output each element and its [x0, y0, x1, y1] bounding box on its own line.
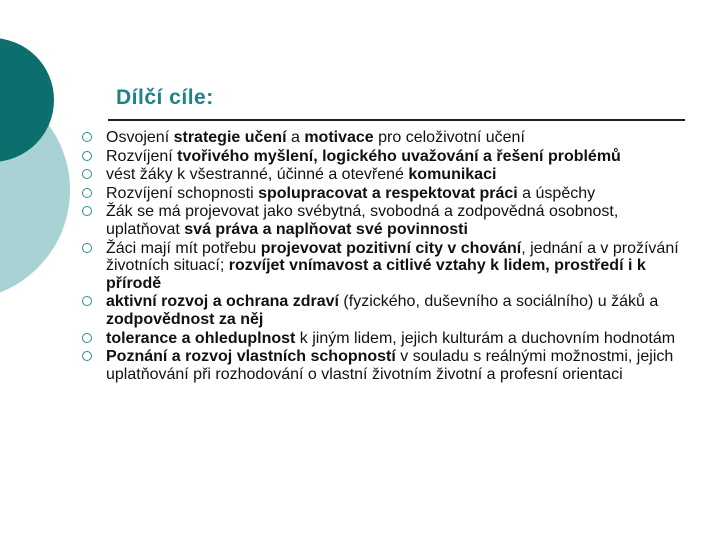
list-item — [82, 185, 682, 203]
emphasis-text: tolerance a ohleduplnost — [106, 329, 296, 347]
list-item-text — [106, 293, 658, 328]
goals-list — [82, 129, 682, 384]
emphasis-text: komunikaci — [408, 166, 497, 184]
plain-text: , jednání a v prožívání životních situací; — [106, 239, 679, 275]
hollow-circle-bullet-icon — [82, 296, 92, 306]
plain-text: k jiným lidem, jejich kulturám a duchovním hodnotám — [295, 329, 676, 347]
list-item-text — [106, 148, 621, 165]
plain-text: Žáci mají mít potřebu — [106, 239, 261, 257]
list-item — [82, 166, 682, 184]
plain-text: vést žáky k všestranné, účinné a otevřené — [106, 166, 409, 184]
emphasis-text: Poznání a rozvoj vlastních schopností — [106, 348, 396, 366]
list-item — [82, 293, 682, 328]
emphasis-text: rozvíjet vnímavost a citlivé vztahy k lidem, prostředí i k přírodě — [106, 257, 646, 292]
plain-text: Osvojení — [106, 129, 174, 146]
title-underline — [108, 119, 685, 121]
emphasis-text: motivace — [304, 129, 374, 146]
hollow-circle-bullet-icon — [82, 151, 92, 161]
list-item — [82, 348, 682, 383]
hollow-circle-bullet-icon — [82, 169, 92, 179]
list-item-text — [106, 129, 525, 146]
plain-text: v souladu s reálnými možnostmi, jejich uplatňování při rozhodování o vlastní životním životní a profesní orientaci — [106, 348, 674, 383]
list-item-text — [106, 203, 618, 238]
list-item-text — [106, 330, 675, 347]
emphasis-text: projevovat pozitivní city v chování — [260, 239, 522, 257]
plain-text: (fyzického, duševního a sociálního) u žáků a — [338, 293, 659, 311]
plain-text: Rozvíjení — [106, 147, 178, 165]
list-item — [82, 129, 682, 147]
emphasis-text: spolupracovat a respektovat práci — [258, 184, 518, 202]
list-item — [82, 330, 682, 348]
hollow-circle-bullet-icon — [82, 132, 92, 142]
list-item-text — [106, 348, 673, 383]
emphasis-text: tvořivého myšlení, logického uvažování a řešení problémů — [177, 147, 621, 165]
hollow-circle-bullet-icon — [82, 206, 92, 216]
hollow-circle-bullet-icon — [82, 333, 92, 343]
slide-title: Dílčí cíle: — [116, 86, 214, 109]
list-item-text — [106, 185, 595, 202]
list-item — [82, 148, 682, 166]
plain-text: Rozvíjení schopnosti — [106, 184, 259, 202]
emphasis-text: svá práva a naplňovat své povinnosti — [184, 220, 468, 238]
hollow-circle-bullet-icon — [82, 188, 92, 198]
list-item-text — [106, 166, 496, 183]
plain-text: pro celoživotní učení — [373, 129, 525, 146]
plain-text: a — [286, 129, 305, 146]
emphasis-text: strategie učení — [173, 129, 287, 146]
emphasis-text: zodpovědnost za něj — [106, 310, 264, 328]
list-item — [82, 203, 682, 238]
plain-text: a úspěchy — [517, 184, 596, 202]
emphasis-text: aktivní rozvoj a ochrana zdraví — [106, 293, 339, 311]
list-item-text — [106, 240, 679, 292]
list-item — [82, 240, 682, 293]
hollow-circle-bullet-icon — [82, 351, 92, 361]
plain-text: Žák se má projevovat jako svébytná, svobodná a zodpovědná osobnost, uplatňovat — [106, 203, 619, 238]
hollow-circle-bullet-icon — [82, 243, 92, 253]
